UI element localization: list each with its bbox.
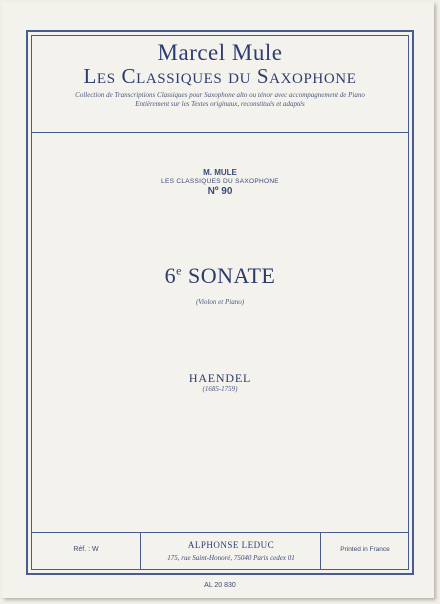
instrumentation: (Violon et Piano) <box>195 298 245 306</box>
series-editor-heading: Marcel Mule <box>157 40 283 65</box>
reference-code: Réf. : W <box>73 546 99 553</box>
work-title-number: 6 <box>164 263 177 288</box>
series-number: Nº 90 <box>207 186 233 197</box>
series-author: M. MULE <box>203 168 237 177</box>
publisher-name: ALPHONSE LEDUC <box>187 540 275 550</box>
reference-box <box>31 533 141 570</box>
collection-description: Collection de Transcriptions Classiques pour Saxophone alto ou ténor avec accompagnement de Piano <box>75 91 365 99</box>
composer-name: HAENDEL <box>188 371 252 385</box>
composer-dates: (1685-1759) <box>202 385 238 393</box>
series-title: Les Classiques du Saxophone <box>83 64 357 88</box>
publisher-address: 175, rue Saint-Honoré, 75040 Paris cedex 01 <box>167 554 295 562</box>
series-name: LES CLASSIQUES DU SAXOPHONE <box>161 178 279 185</box>
work-title-text: SONATE <box>181 263 276 288</box>
catalog-number: AL 20 830 <box>204 582 236 589</box>
printed-box <box>321 533 409 570</box>
work-title-ordinal: e <box>176 263 182 278</box>
collection-subdescription: Entièrement sur les Textes originaux, reconstitués et adaptés <box>135 100 305 108</box>
printed-in: Printed in France <box>340 546 390 553</box>
work-title <box>31 263 409 289</box>
header-divider <box>31 132 409 133</box>
publisher-box <box>141 533 321 570</box>
